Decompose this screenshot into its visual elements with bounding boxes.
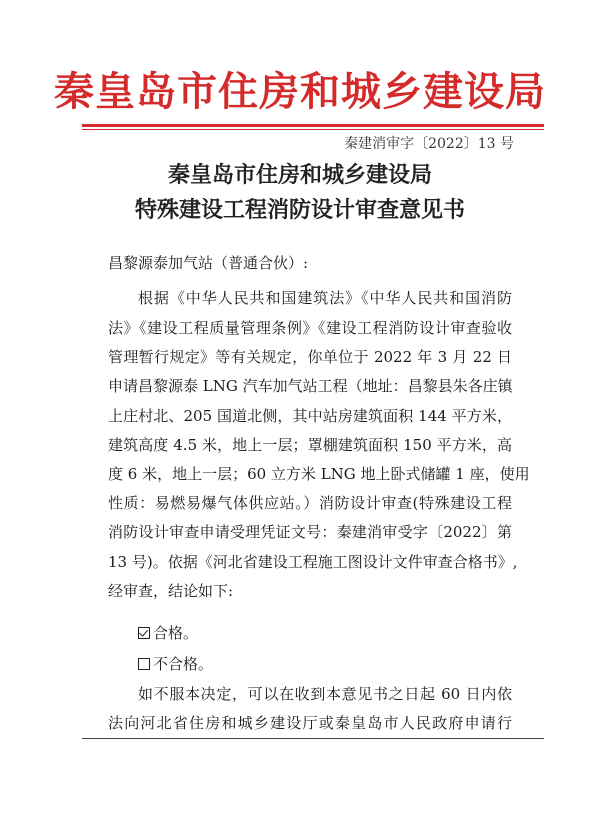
body-line: 经审查，结论如下:: [108, 582, 234, 600]
body-line: 根据《中华人民共和国建筑法》《中华人民共和国消防: [138, 289, 512, 307]
fail-option-label: 不合格。: [153, 655, 214, 673]
body-line: 建筑高度 4.5 米，地上一层；罩棚建筑面积 150 平方米，高: [108, 436, 512, 454]
addressee: 昌黎源泰加气站（普通合伙）:: [108, 254, 309, 272]
body-line: 申请昌黎源泰 LNG 汽车加气站工程（地址：昌黎县朱各庄镇: [108, 377, 513, 395]
body-line: 上庄村北、205 国道北侧，其中站房建筑面积 144 平方米，: [108, 407, 512, 425]
body-line: 法》《建设工程质量管理条例》《建设工程消防设计审查验收: [108, 319, 512, 337]
body-line: 性质：易燃易爆气体供应站。）消防设计审查(特殊建设工程: [108, 494, 512, 512]
checked-box-icon: [138, 627, 150, 639]
pass-option: [138, 622, 198, 643]
document-title-line2: 特殊建设工程消防设计审查意见书: [134, 197, 465, 223]
fail-option: [138, 653, 213, 674]
body-line: 13 号)。依据《河北省建设工程施工图设计文件审查合格书》,: [108, 553, 518, 571]
body-line: 消防设计审查申请受理凭证文号：秦建消审受字〔2022〕第: [108, 523, 512, 541]
pass-option-label: 合格。: [153, 624, 199, 642]
document-number: 秦建消审字〔2022〕13 号: [344, 136, 514, 152]
closing-line: 如不服本决定，可以在收到本意见书之日起 60 日内依: [138, 685, 512, 703]
closing-line: 法向河北省住房和城乡建设厅或秦皇岛市人民政府申请行: [108, 714, 512, 732]
header-rule-thick: [82, 124, 544, 127]
header-rule-thin: [82, 129, 544, 130]
unchecked-box-icon: [138, 658, 150, 670]
footer-rule: [82, 738, 544, 739]
body-line: 度 6 米，地上一层；60 立方米 LNG 地上卧式储罐 1 座，使用: [108, 465, 530, 483]
issuer-header: 秦皇岛市住房和城乡建设局: [54, 68, 546, 115]
document-title-line1: 秦皇岛市住房和城乡建设局: [167, 162, 432, 188]
body-line: 管理暂行规定》等有关规定，你单位于 2022 年 3 月 22 日: [108, 348, 512, 366]
